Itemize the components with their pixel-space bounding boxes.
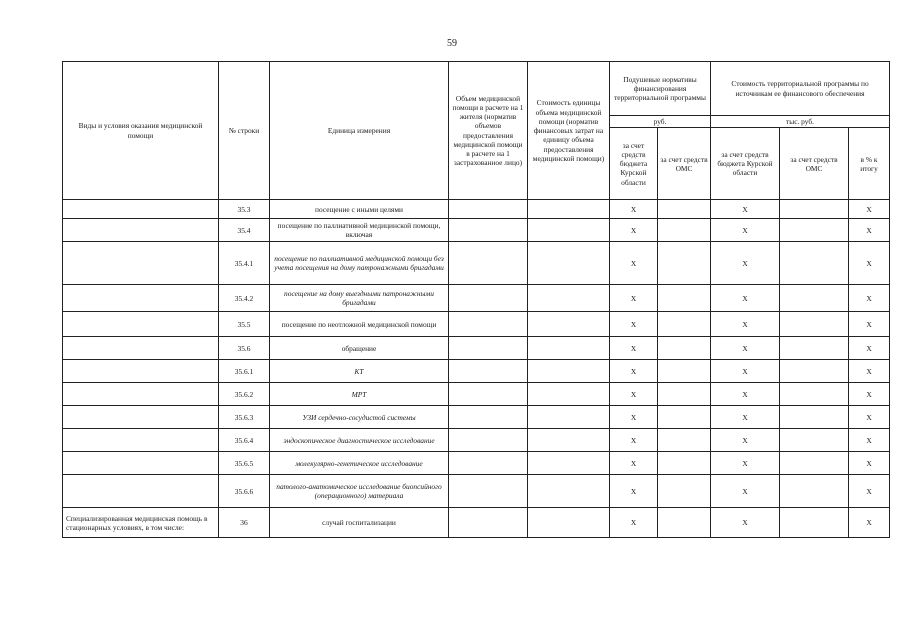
cell-row-number: 35.6.3 <box>219 406 270 429</box>
cell-program-oms <box>780 337 849 360</box>
cell-percap-budget: X <box>610 285 658 312</box>
cell-program-budget: X <box>711 360 780 383</box>
header-program-oms: за счет средств ОМС <box>780 128 849 200</box>
cell-unit: обращение <box>270 337 449 360</box>
table-row <box>63 475 890 508</box>
cell-program-oms <box>780 285 849 312</box>
cell-program-budget: X <box>711 200 780 219</box>
cell-program-percent: X <box>849 219 890 242</box>
cell-volume <box>449 312 528 337</box>
cell-percap-oms <box>658 219 711 242</box>
cell-unit-cost <box>528 312 610 337</box>
header-unit-cost: Стоимость единицы объема медицинской помощи (норматив финансовых затрат на единицу объема предоставления медицинской помощи) <box>528 62 610 200</box>
header-row-number: № строки <box>219 62 270 200</box>
cell-unit-cost <box>528 452 610 475</box>
cell-program-budget: X <box>711 383 780 406</box>
cell-program-oms <box>780 452 849 475</box>
cell-percap-oms <box>658 200 711 219</box>
cell-program-budget: X <box>711 452 780 475</box>
cell-program-oms <box>780 383 849 406</box>
cell-volume <box>449 242 528 285</box>
cell-program-budget: X <box>711 475 780 508</box>
cell-row-number: 35.6.2 <box>219 383 270 406</box>
header-unit-rub: руб. <box>610 116 711 128</box>
cell-unit: посещение по паллиативной медицинской помощи без учета посещения на дому патронажными бригадами <box>270 242 449 285</box>
cell-unit-cost <box>528 285 610 312</box>
cell-percap-budget: X <box>610 360 658 383</box>
cell-kind: Специализированная медицинская помощь в стационарных условиях, в том числе: <box>63 508 219 538</box>
cell-percap-budget: X <box>610 219 658 242</box>
header-unit-thousand-rub: тыс. руб. <box>711 116 890 128</box>
cell-row-number: 35.6.1 <box>219 360 270 383</box>
cell-program-oms <box>780 312 849 337</box>
cell-volume <box>449 200 528 219</box>
header-percap-oms: за счет средств ОМС <box>658 128 711 200</box>
cell-unit: посещение по паллиативной медицинской помощи, включая <box>270 219 449 242</box>
cell-volume <box>449 475 528 508</box>
cell-unit: посещение по неотложной медицинской помощи <box>270 312 449 337</box>
cell-unit-cost <box>528 219 610 242</box>
cell-program-percent: X <box>849 429 890 452</box>
cell-percap-oms <box>658 285 711 312</box>
cell-program-oms <box>780 242 849 285</box>
cell-percap-budget: X <box>610 242 658 285</box>
cell-percap-budget: X <box>610 312 658 337</box>
cell-program-percent: X <box>849 312 890 337</box>
cell-row-number: 35.3 <box>219 200 270 219</box>
cell-unit: посещение на дому выездными патронажными бригадами <box>270 285 449 312</box>
cell-program-oms <box>780 360 849 383</box>
cell-percap-oms <box>658 452 711 475</box>
cell-program-percent: X <box>849 200 890 219</box>
cell-percap-budget: X <box>610 429 658 452</box>
cell-unit-cost <box>528 200 610 219</box>
cell-volume <box>449 337 528 360</box>
cell-program-budget: X <box>711 219 780 242</box>
cell-percap-oms <box>658 312 711 337</box>
cell-unit-cost <box>528 337 610 360</box>
page-number: 59 <box>447 38 457 49</box>
cell-program-percent: X <box>849 383 890 406</box>
table-row <box>63 406 890 429</box>
cell-volume <box>449 508 528 538</box>
cell-kind <box>63 312 219 337</box>
cell-unit: случай госпитализации <box>270 508 449 538</box>
cell-unit-cost <box>528 406 610 429</box>
table-row <box>63 508 890 538</box>
cell-percap-budget: X <box>610 508 658 538</box>
cell-program-budget: X <box>711 429 780 452</box>
cell-program-percent: X <box>849 452 890 475</box>
cell-unit: КТ <box>270 360 449 383</box>
cell-volume <box>449 219 528 242</box>
cell-program-budget: X <box>711 312 780 337</box>
cell-kind <box>63 383 219 406</box>
cell-program-percent: X <box>849 242 890 285</box>
cell-unit-cost <box>528 242 610 285</box>
cell-program-percent: X <box>849 406 890 429</box>
cell-kind <box>63 406 219 429</box>
cell-row-number: 35.6 <box>219 337 270 360</box>
cell-volume <box>449 360 528 383</box>
cell-percap-oms <box>658 337 711 360</box>
cell-row-number: 35.6.5 <box>219 452 270 475</box>
header-percap-budget: за счет средств бюджета Курской области <box>610 128 658 200</box>
cell-percap-oms <box>658 360 711 383</box>
cell-percap-oms <box>658 383 711 406</box>
cell-volume <box>449 429 528 452</box>
cell-program-oms <box>780 406 849 429</box>
table-row <box>63 337 890 360</box>
header-program-budget: за счет средств бюджета Курской области <box>711 128 780 200</box>
cell-percap-oms <box>658 429 711 452</box>
cell-row-number: 35.6.6 <box>219 475 270 508</box>
cell-kind <box>63 200 219 219</box>
cell-program-percent: X <box>849 285 890 312</box>
cell-unit-cost <box>528 475 610 508</box>
cell-program-budget: X <box>711 406 780 429</box>
cell-program-oms <box>780 475 849 508</box>
cell-unit-cost <box>528 360 610 383</box>
header-per-capita: Подушевые нормативы финансирования территориальной программы <box>610 62 711 116</box>
cell-unit: патолого-анатомическое исследование биопсийного (операционного) материала <box>270 475 449 508</box>
cell-percap-budget: X <box>610 337 658 360</box>
table-row <box>63 219 890 242</box>
cell-program-oms <box>780 219 849 242</box>
cell-unit: эндоскопическое диагностическое исследование <box>270 429 449 452</box>
header-program-percent: в % к итогу <box>849 128 890 200</box>
cell-row-number: 35.4.2 <box>219 285 270 312</box>
cell-unit: молекулярно-генетическое исследование <box>270 452 449 475</box>
cell-row-number: 36 <box>219 508 270 538</box>
cell-percap-budget: X <box>610 383 658 406</box>
cell-volume <box>449 452 528 475</box>
cell-kind <box>63 429 219 452</box>
cell-program-percent: X <box>849 337 890 360</box>
header-kind: Виды и условия оказания медицинской помощи <box>63 62 219 200</box>
cell-percap-oms <box>658 475 711 508</box>
cell-kind <box>63 242 219 285</box>
cell-kind <box>63 452 219 475</box>
cell-kind <box>63 360 219 383</box>
cell-percap-budget: X <box>610 452 658 475</box>
table-row <box>63 383 890 406</box>
cell-percap-oms <box>658 406 711 429</box>
cell-program-oms <box>780 429 849 452</box>
cell-percap-budget: X <box>610 406 658 429</box>
cell-unit: МРТ <box>270 383 449 406</box>
table-body <box>63 200 890 538</box>
cell-kind <box>63 475 219 508</box>
table-row <box>63 429 890 452</box>
cell-program-oms <box>780 200 849 219</box>
cell-program-oms <box>780 508 849 538</box>
cell-program-budget: X <box>711 285 780 312</box>
cell-unit-cost <box>528 383 610 406</box>
cell-volume <box>449 285 528 312</box>
cell-row-number: 35.5 <box>219 312 270 337</box>
cell-unit: УЗИ сердечно-сосудистой системы <box>270 406 449 429</box>
cell-program-budget: X <box>711 508 780 538</box>
table-row <box>63 312 890 337</box>
cell-percap-oms <box>658 508 711 538</box>
cell-unit-cost <box>528 429 610 452</box>
cell-row-number: 35.6.4 <box>219 429 270 452</box>
header-volume: Объем медицинской помощи в расчете на 1 жителя (норматив объемов предоставления медицинской помощи в расчете на 1 застрахованное лицо) <box>449 62 528 200</box>
header-program-cost: Стоимость территориальной программы по источникам ее финансового обеспечения <box>711 62 890 116</box>
cell-kind <box>63 219 219 242</box>
cell-row-number: 35.4.1 <box>219 242 270 285</box>
cell-percap-budget: X <box>610 475 658 508</box>
cell-unit: посещение с иными целями <box>270 200 449 219</box>
cell-volume <box>449 383 528 406</box>
header-unit: Единица измерения <box>270 62 449 200</box>
cell-kind <box>63 285 219 312</box>
cell-unit-cost <box>528 508 610 538</box>
cell-percap-oms <box>658 242 711 285</box>
cell-program-percent: X <box>849 360 890 383</box>
cell-program-percent: X <box>849 508 890 538</box>
cell-program-percent: X <box>849 475 890 508</box>
cell-program-budget: X <box>711 337 780 360</box>
cell-volume <box>449 406 528 429</box>
cell-percap-budget: X <box>610 200 658 219</box>
table-row <box>63 452 890 475</box>
table-row <box>63 360 890 383</box>
cell-row-number: 35.4 <box>219 219 270 242</box>
table-row <box>63 200 890 219</box>
cell-program-budget: X <box>711 242 780 285</box>
financing-table <box>62 61 890 538</box>
cell-kind <box>63 337 219 360</box>
table-row <box>63 242 890 285</box>
table-row <box>63 285 890 312</box>
